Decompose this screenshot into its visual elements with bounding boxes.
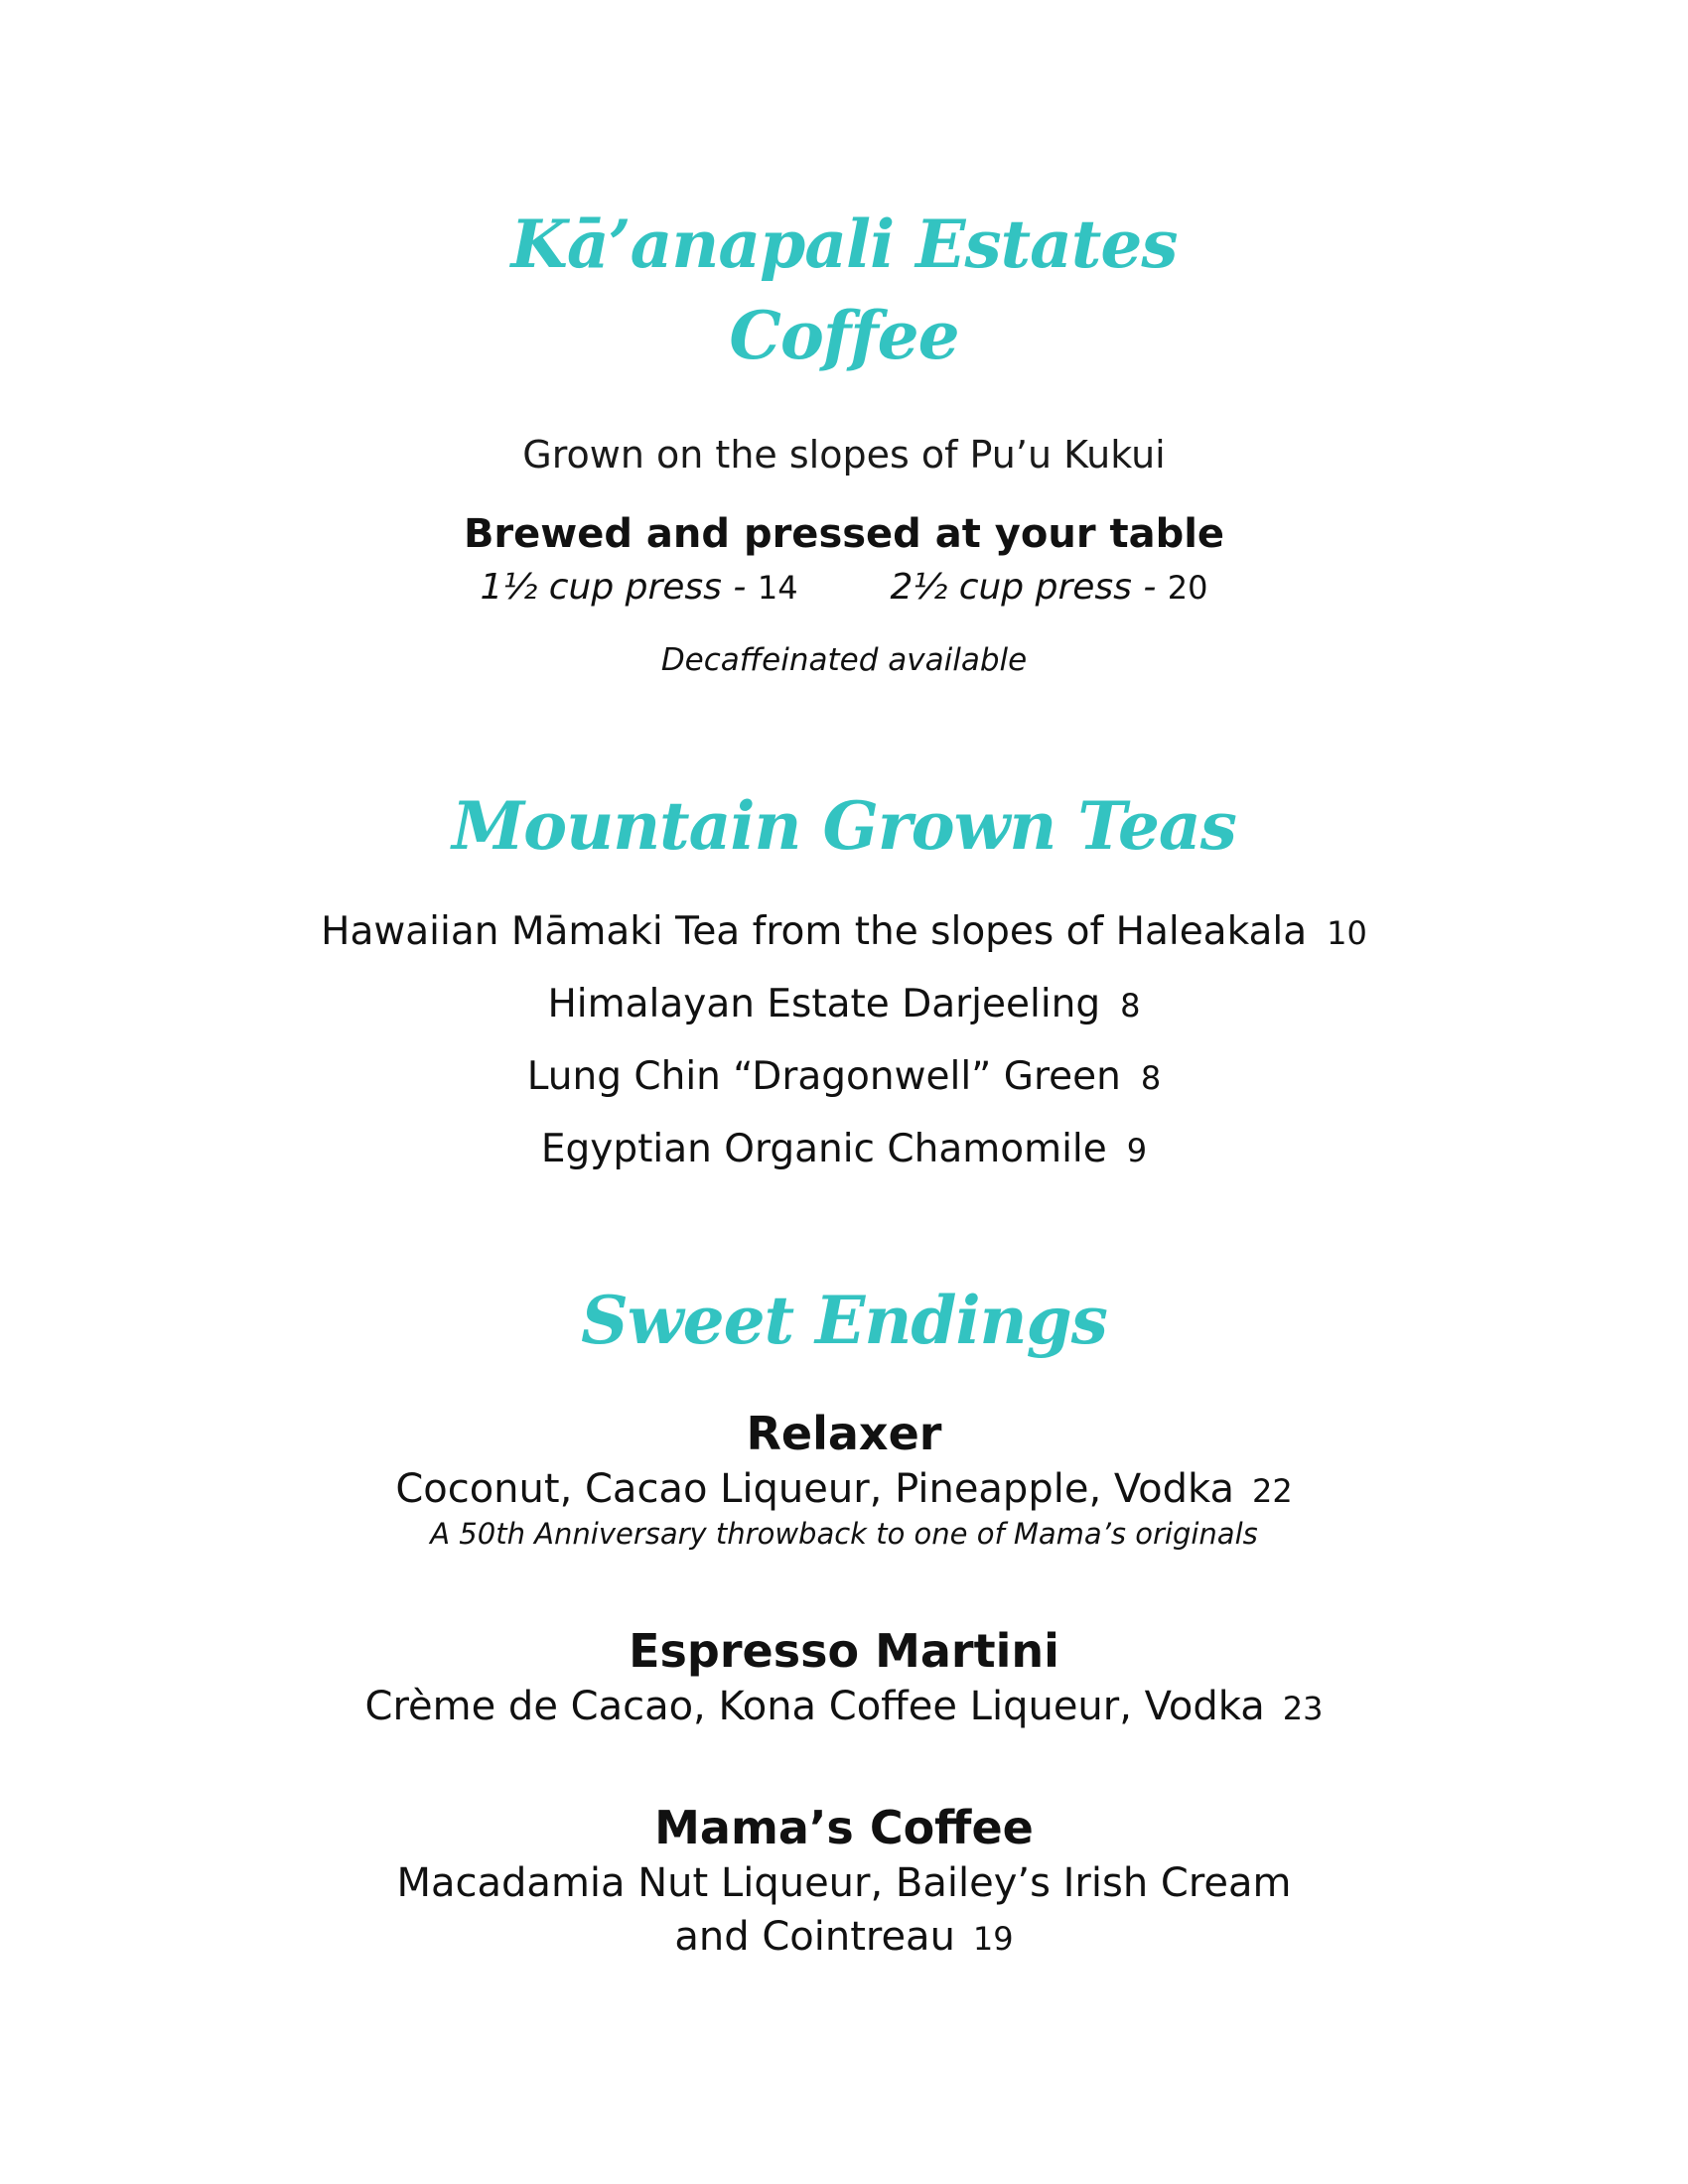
press-option-price: 14: [757, 569, 798, 607]
drink-ingredients: Coconut, Cacao Liqueur, Pineapple, Vodka: [395, 1466, 1234, 1512]
tea-name: Himalayan Estate Darjeeling: [547, 982, 1101, 1026]
drink-note: A 50th Anniversary throwback to one of Mama’s originals: [430, 1517, 1258, 1551]
drink-price: 23: [1282, 1690, 1324, 1727]
drink-description: [0, 1680, 1688, 1735]
drink-name: Relaxer: [746, 1407, 942, 1460]
tea-price: 8: [1140, 1059, 1162, 1097]
coffee-title-line1: Kā’anapali Estates: [510, 205, 1178, 283]
tea-item: [0, 905, 1688, 960]
tea-name: Lung Chin “Dragonwell” Green: [526, 1054, 1121, 1099]
drink-description: [0, 1910, 1688, 1966]
tea-price: 10: [1327, 914, 1367, 952]
coffee-title-line2: Coffee: [729, 297, 959, 374]
press-option-label: 1½ cup press -: [480, 567, 747, 608]
drink-description: [0, 1462, 1688, 1518]
drink-ingredients: Crème de Cacao, Kona Coffee Liqueur, Vodka: [364, 1684, 1265, 1729]
drink-price: 19: [972, 1920, 1014, 1958]
tea-name: Hawaiian Māmaki Tea from the slopes of Haleakala: [321, 909, 1308, 954]
tea-item: [0, 978, 1688, 1032]
press-option-price: 20: [1167, 569, 1208, 607]
tea-item: [0, 1050, 1688, 1105]
drink-price: 22: [1251, 1472, 1293, 1510]
tea-name: Egyptian Organic Chamomile: [540, 1127, 1107, 1171]
drink-ingredients: and Cointreau: [674, 1914, 955, 1960]
drink-name: Espresso Martini: [629, 1624, 1059, 1678]
drink-description: Macadamia Nut Liqueur, Bailey’s Irish Cream: [396, 1860, 1292, 1906]
press-option-label: 2½ cup press -: [890, 567, 1157, 608]
press-options: [0, 564, 1688, 612]
brew-heading: Brewed and pressed at your table: [463, 511, 1225, 557]
tea-price: 9: [1126, 1132, 1148, 1169]
tea-item: [0, 1123, 1688, 1177]
teas-title: Mountain Grown Teas: [452, 787, 1236, 865]
decaf-note: Decaffeinated available: [660, 642, 1028, 678]
tea-price: 8: [1120, 987, 1141, 1024]
coffee-origin: Grown on the slopes of Pu’u Kukui: [522, 433, 1166, 477]
sweet-endings-title: Sweet Endings: [581, 1282, 1107, 1359]
drink-name: Mama’s Coffee: [654, 1801, 1034, 1854]
